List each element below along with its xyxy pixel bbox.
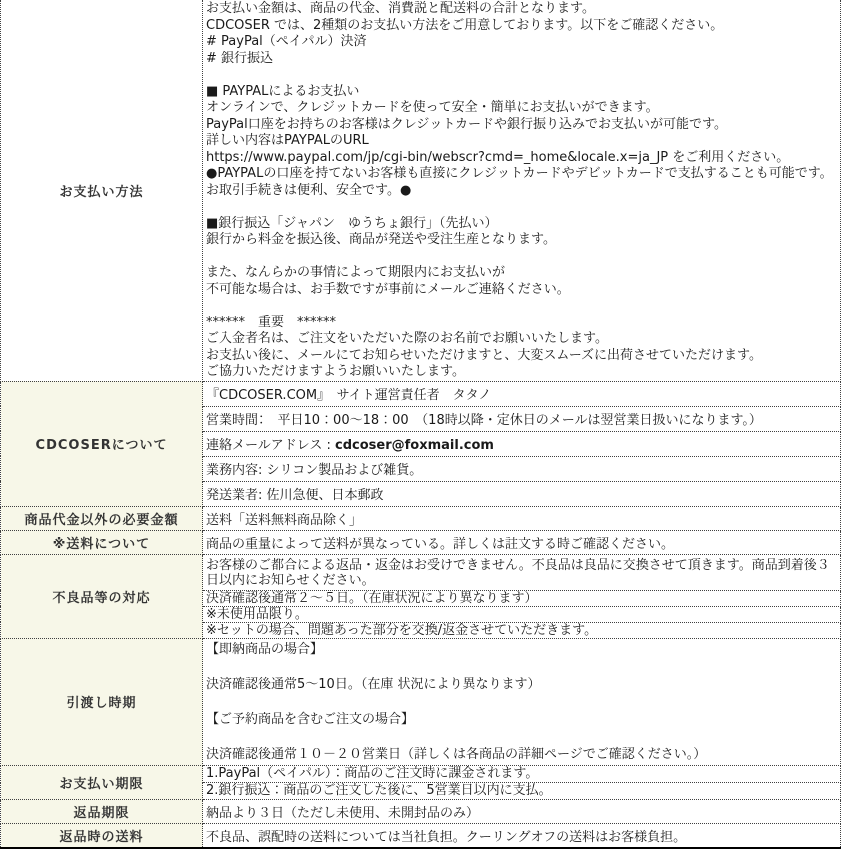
text-line: 【ご予約商品を含むご注文の場合】 — [206, 711, 415, 727]
row-header-delivery-time: 引渡し時期 — [1, 638, 203, 766]
text-line: ●PAYPALの口座を持てないお客様も直接にクレジットカードやデビットカードで支払することも可能です。 — [206, 166, 833, 181]
delivery-time-content — [203, 638, 841, 766]
text-line: 決済確認後通常１０－２０営業日（詳しくは各商品の詳細ページでご確認ください。） — [206, 746, 707, 762]
row-header-defects: 不良品等の対応 — [1, 554, 203, 638]
email-label: 連絡メールアドレス : — [206, 438, 335, 453]
row-header-payment-deadline: お支払い期限 — [1, 766, 203, 800]
deadline-bank-cell: 2.銀行振込：商品のご注文した後に、5営業日以内に支払。 — [203, 783, 841, 800]
return-shipping-cell: 不良品、誤配時の送料については当社負担。クーリングオフの送料はお客様負担。 — [203, 824, 841, 849]
extra-fees-cell: 送料「送料無料商品除く」 — [203, 506, 841, 530]
text-line: ■ PAYPALによるお支払い — [206, 83, 360, 99]
row-header-extra-fees: 商品代金以外の必要金額 — [1, 506, 203, 530]
blank-line — [206, 693, 837, 711]
blank-line — [206, 728, 837, 746]
text-line: PayPal口座をお持ちのお客様はクレジットカードや銀行振り込みでお支払いが可能です。 — [206, 116, 727, 132]
defects-policy-cell: お客様のご都合による返品・返金はお受けできません。不良品は良品に交換させて頂きます。商品到着後３日以内にお知らせください。 — [203, 554, 841, 590]
text-line: 不可能な場合は、お手数ですが事前にメールご連絡ください。 — [206, 281, 570, 297]
return-deadline-cell: 納品より３日（ただし未使用、未開封品のみ） — [203, 800, 841, 824]
blank-line — [206, 658, 837, 676]
row-header-shipping-note: ※送料について — [1, 530, 203, 554]
row-header-return-shipping: 返品時の送料 — [1, 824, 203, 849]
site-owner-cell: 『CDCOSER.COM』 サイト運営責任者 タタノ — [203, 381, 841, 406]
text-line: CDCOSER では、2種類のお支払い方法をご用意しております。以下をご確認ください。 — [206, 17, 724, 33]
blank-line — [206, 298, 838, 315]
text-line: オンラインで、クレジットカードを使って安全・簡単にお支払いができます。 — [206, 100, 659, 115]
deadline-paypal-cell: 1.PayPal（ペイパル）：商品のご注文時に課金されます。 — [203, 766, 841, 783]
business-description-cell: 業務内容: シリコン製品および雑貨。 — [203, 456, 841, 481]
business-hours-cell: 営業時間： 平日10：00～18：00 （18時以降・定休日のメールは翌営業日扱いになります。） — [203, 406, 841, 431]
text-line: ご入金者名は、ご注文をいただいた際のお名前でお願いいたします。 — [206, 331, 608, 346]
blank-line — [206, 67, 838, 84]
text-line: お支払い金額は、商品の代金、消費説と配送料の合計となります。 — [206, 1, 595, 16]
defects-exchange-time-cell: 決済確認後通常２～５日。（在庫状況により異なります） — [203, 590, 841, 606]
text-line: 詳しい内容はPAYPALのURL — [206, 133, 369, 148]
text-line: # PayPal（ペイパル）決済 — [206, 34, 367, 49]
blank-line — [206, 249, 838, 266]
important-marker-line: ****** 重要 ****** — [206, 314, 337, 330]
shipping-carriers-cell: 発送業者: 佐川急便、日本郵政 — [203, 481, 841, 506]
text-line: また、なんらかの事情によって期限内にお支払いが — [206, 265, 506, 280]
text-line: 決済確認後通常5～10日。（在庫 状況により異なります） — [206, 676, 541, 692]
email-address: cdcoser@foxmail.com — [335, 438, 494, 453]
text-line: ご協力いただけますようお願いいたします。 — [206, 364, 465, 379]
text-line: 銀行から料金を振込後、商品が発送や受注生産となります。 — [206, 232, 556, 247]
shipping-note-cell: 商品の重量によって送料が異なっている。詳しくは註文する時ご確認ください。 — [203, 530, 841, 554]
row-header-return-deadline: 返品期限 — [1, 800, 203, 824]
payment-method-content — [203, 0, 841, 381]
defects-set-policy-cell: ※セットの場合、問題あった部分を交換/返金させていただきます。 — [203, 622, 841, 638]
text-line: # 銀行振込 — [206, 50, 274, 66]
row-header-payment-method: お支払い方法 — [1, 0, 203, 381]
text-line: 【即納商品の場合】 — [206, 641, 324, 657]
blank-line — [206, 199, 838, 216]
defects-unused-only-cell: ※未使用品限り。 — [203, 606, 841, 622]
contact-email-cell — [203, 431, 841, 456]
row-header-about-cdcoser: CDCOSERについて — [1, 381, 203, 506]
text-line: お取引手続きは便利、安全です。● — [206, 182, 412, 198]
text-line: お支払い後に、メールにてお知らせいただけますと、大変スムーズに出荷させていただけます。 — [206, 347, 763, 363]
paypal-url-text: https://www.paypal.com/jp/cgi-bin/webscr?cmd=_home&locale.x=ja_JP をご利用ください。 — [206, 149, 790, 165]
text-line: ■銀行振込「ジャパン ゆうちょ銀行」（先払い） — [206, 215, 498, 231]
